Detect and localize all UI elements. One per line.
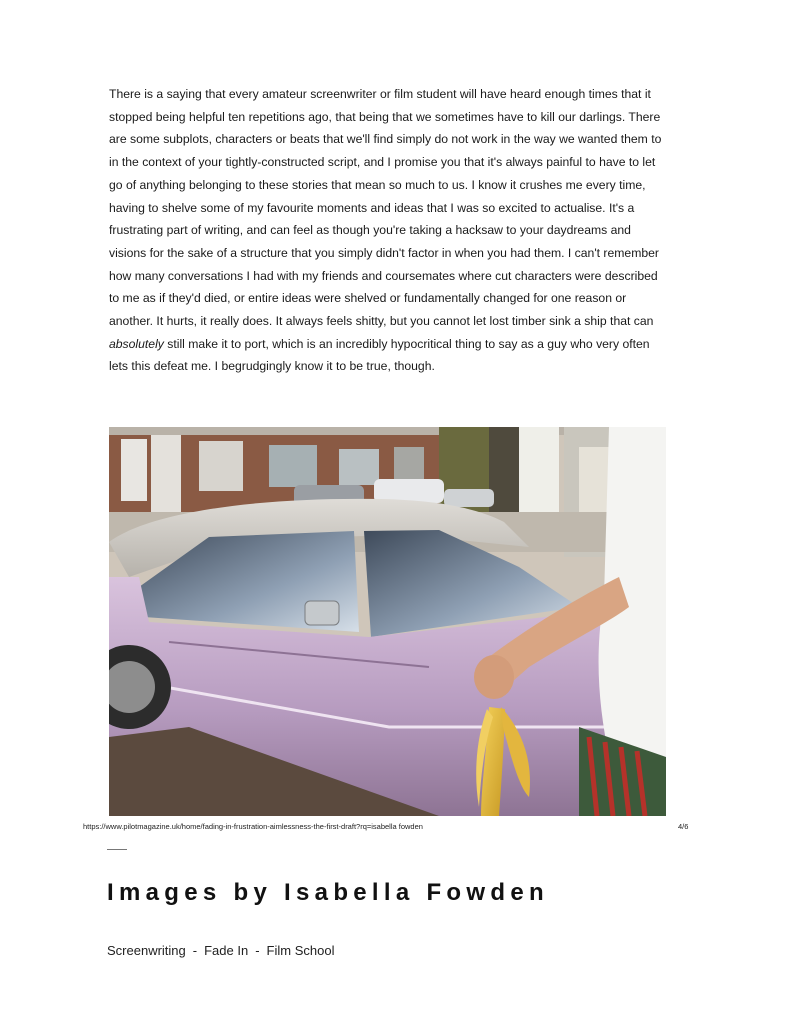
tag-link[interactable]: Film School [266, 943, 335, 958]
article-paragraph [109, 83, 669, 378]
article-emphasis: absolutely [109, 336, 164, 351]
tag-list [107, 943, 334, 958]
article-photo [109, 427, 666, 816]
article-text-start: There is a saying that every amateur screenwriter or film student will have heard enough times that it stopped being helpful ten repetitions ago, that being that we sometimes have to kill our darlings. There are some subplots, characters or beats that we'll find simply do not work in the way we wanted them to in the context of your tightly-constructed script, and I promise you that it's always painful to have to let go of anything belonging to these stories that mean so much to us. I know it crushes me every time, having to shelve some of my favourite moments and ideas that I was so excited to actualise. It's a frustrating part of writing, and can feel as though you're taking a hacksaw to your daydreams and visions for the sake of a structure that you simply didn't factor in when you had them. I can't remember how many conversations I had with my friends and coursemates where cut characters were described to me as if they'd died, or entire ideas were shelved or fundamentally changed for one reason or another. It hurts, it really does. It always feels shitty, but you cannot let lost timber sink a ship that can [109, 87, 662, 329]
tag-separator: - [255, 943, 260, 958]
footer-url: https://www.pilotmagazine.uk/home/fading-in-frustration-aimlessness-the-first-draft?rq=isabella fowden [83, 822, 423, 831]
article-text-end: still make it to port, which is an incredibly hypocritical thing to say as a guy who very often lets this defeat me. I begrudgingly know it to be true, though. [109, 336, 650, 374]
image-credit-heading: Images by Isabella Fowden [107, 879, 549, 906]
photo-illustration [109, 427, 666, 816]
page-number: 4/6 [678, 822, 689, 831]
tag-separator: - [192, 943, 198, 958]
tag-link[interactable]: Fade In [204, 943, 249, 958]
divider [107, 849, 127, 850]
tag-link[interactable]: Screenwriting [107, 943, 186, 958]
